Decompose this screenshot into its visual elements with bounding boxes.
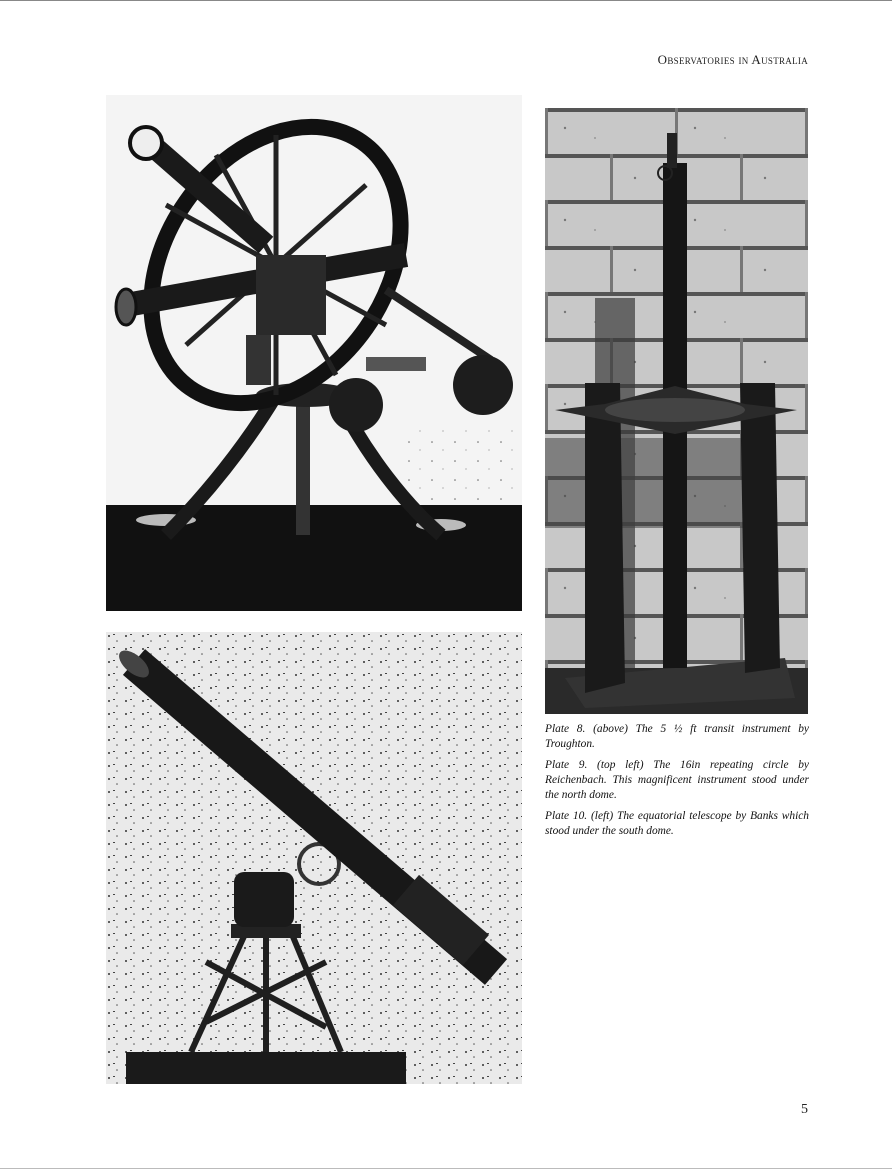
repeating-circle-photo [106, 95, 522, 611]
page-number: 5 [801, 1102, 808, 1117]
caption-plate-8: Plate 8. (above) The 5 ½ ft transit instrument by Troughton. [545, 723, 809, 750]
top-border [0, 0, 892, 1]
plate-captions [545, 722, 809, 845]
transit-instrument-photo [545, 108, 808, 714]
caption-plate-9: Plate 9. (top left) The 16in repeating circle by Reichenbach. This magnificent instrument stood under the north dome. [545, 759, 809, 801]
equatorial-telescope-photo [106, 632, 522, 1084]
caption-plate-10: Plate 10. (left) The equatorial telescope by Banks which stood under the south dome. [545, 810, 809, 837]
running-title: Observatories in Australia [657, 52, 808, 67]
bottom-border [0, 1168, 892, 1169]
